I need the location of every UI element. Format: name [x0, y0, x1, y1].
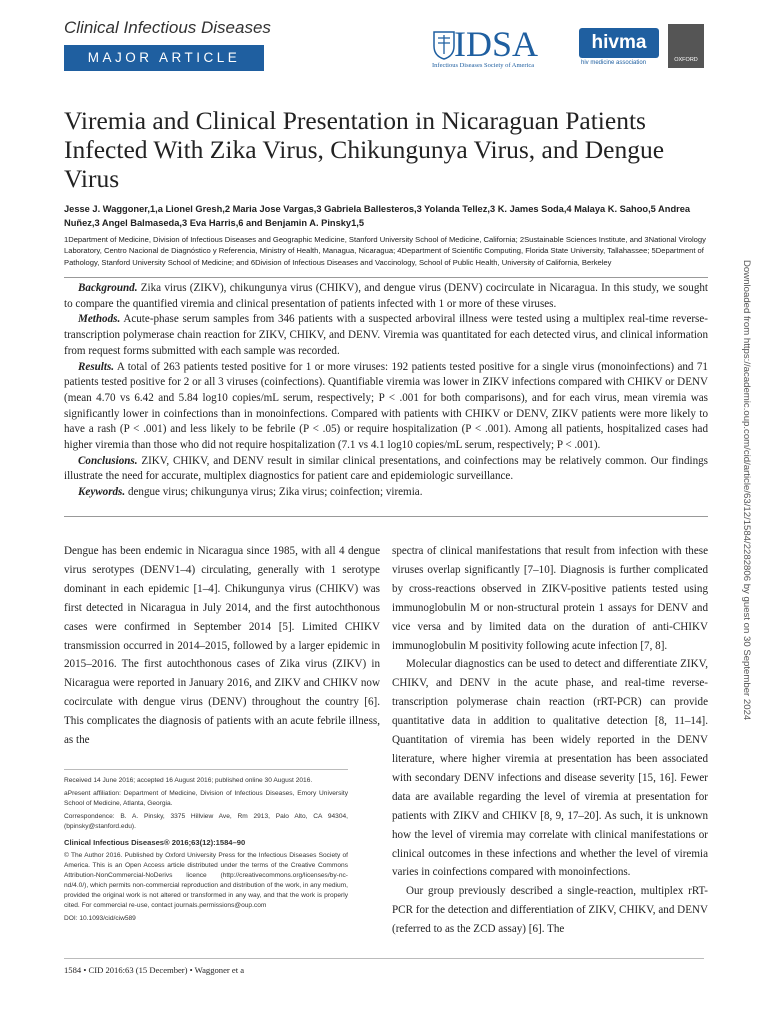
abstract-methods	[64, 312, 708, 359]
article-title: Viremia and Clinical Presentation in Nicaraguan Patients Infected With Zika Virus, Chikungunya Virus, and Dengue Virus	[64, 106, 665, 193]
journal-name: Clinical Infectious Diseases	[64, 18, 271, 37]
body-paragraph: Dengue has been endemic in Nicaragua since 1985, with all 4 dengue virus serotypes (DENV1–4) circulating, generally with 1 serotype dominant in each epidemic [1–4]. Chikungunya virus (CHIKV) was first detected in Nicaragua in July 2014, and the first autochthonous cases were confirmed in September 2014 [5]. Limited CHIKV transmission occurred in 2014–2015, followed by a larger epidemic in 2015–2016. The first autochthonous cases of Zika virus (ZIKV) in Nicaragua were reported in January 2016, and ZIKV and CHIKV now cocirculate with dengue virus (DENV) throughout the country [6]. This complicates the diagnosis of patients with an acute febrile illness, as the	[64, 545, 380, 747]
idsa-logo-subtitle: Infectious Diseases Society of America	[432, 62, 535, 69]
body-paragraph: Our group previously described a single-reaction, multiplex rRT-PCR for the detection and differentiation of ZIKV, CHIKV, and DENV (referred to as the ZCD assay) [6]. The	[392, 885, 708, 936]
conclusions-heading: Conclusions.	[78, 454, 138, 467]
license-note: © The Author 2016. Published by Oxford University Press for the Infectious Diseases Society of America. This is an Open Access article distributed under the terms of the Creative Commons Attribution-NonCommercial-NoDerivs licence (http://creativecommons.org/licenses/by-nc-nd/4.0/), which permits non-commercial reproduction and distribution of the work, in any medium, provided the original work is not altered or transformed in any way, and that the work is properly cited. For commercial re-use, contact journals.permissions@oup.com	[64, 852, 348, 909]
received-note: Received 14 June 2016; accepted 16 August 2016; published online 30 August 2016.	[64, 777, 313, 784]
methods-text: Acute-phase serum samples from 346 patients with a suspected arboviral illness were tested using a multiplex real-time reverse-transcription polymerase chain reaction for ZIKV, CHIKV, and DENV. Viremia was quantitated for each detected virus, and clinical information from request forms submitted with each sample was recorded.	[64, 313, 708, 357]
background-text: Zika virus (ZIKV), chikungunya virus (CHIKV), and dengue virus (DENV) cocirculate in Nicaragua. In this study, we sought to compare the quantified viremia and clinical presentation of patients infected with 1 or more of these viruses.	[64, 282, 708, 310]
body-paragraph: Molecular diagnostics can be used to detect and differentiate ZIKV, CHIKV, and DENV in the acute phase, and real-time reverse-transcription polymerase chain reaction (rRT-PCR) can provide quantitative data in addition to qualitative detection [8, 11–14]. Quantitation of viremia has been widely reported in the DENV literature, where higher viremia at presentation has been associated with secondary DENV infections and disease severity [15, 16]. Fewer data are available regarding the level of viremia at presentation for patients with ZIKV and CHIKV [8, 9, 17–20]. As such, it is unknown how the level of viremia may correlate with clinical manifestations or clinical outcomes in these infections and whether the level of viremia varies in coinfections compared with monoinfections.	[392, 658, 708, 879]
oxford-logo-text: OXFORD	[674, 57, 698, 63]
methods-heading: Methods.	[78, 313, 121, 326]
conclusions-text: ZIKV, CHIKV, and DENV result in similar clinical presentations, and coinfections may be relatively common. Our findings illustrate the need for accurate, multiplex diagnostics for patient care and epidemiologic surveillance.	[64, 454, 708, 483]
idsa-logo	[432, 26, 570, 72]
keywords-heading: Keywords.	[78, 486, 126, 499]
affiliations: 1Department of Medicine, Division of Infectious Diseases and Geographic Medicine, Stanford University School of Medicine, California; 2Sustainable Sciences Institute, and 3National Virology Laboratory, Centro Nacional de Diagnóstico y Referencia, Ministry of Health, Managua, Nicaragua; 4Department of Scientific Computing, Florida State University, Tallahassee; 5Department of Pathology, Stanford University School of Medicine; and 6Division of Infectious Diseases and Vaccinology, School of Public Health, University of California, Berkeley	[64, 235, 706, 267]
doi: DOI: 10.1093/cid/ciw589	[64, 915, 136, 922]
hivma-logo-subtitle: hiv medicine association	[581, 60, 647, 66]
body-left-column	[64, 542, 380, 750]
section-label: MAJOR ARTICLE	[64, 45, 264, 71]
shield-icon	[432, 30, 456, 60]
hivma-logo	[579, 28, 659, 70]
body-paragraph: spectra of clinical manifestations that result from infection with these viruses overlap significantly [7–10]. Diagnosis is further complicated by cross-reactions observed in ZIKV-positive patients tested using immunoglobulin M or non-structural protein 1 assays for DENV and vice versa and by limited data on the duration of anti-CHIKV immunoglobulin M positivity following acute infection [7, 8].	[392, 545, 708, 652]
background-heading: Background.	[78, 282, 138, 294]
correspondence-note: Correspondence: B. A. Pinsky, 3375 Hillview Ave, Rm 2913, Palo Alto, CA 94304, (bpinsky@stanford.edu).	[64, 813, 348, 830]
page-footer: 1584 • CID 2016:63 (15 December) • Waggoner et a	[64, 958, 704, 975]
abstract-results	[64, 360, 708, 454]
abstract-keywords	[64, 485, 708, 501]
abstract-background	[64, 281, 708, 312]
oxford-logo	[668, 24, 704, 68]
download-sidebar	[742, 260, 752, 780]
abstract	[64, 277, 708, 517]
article-notes	[64, 769, 348, 927]
affiliation-note: aPresent affiliation: Department of Medicine, Division of Infectious Diseases, Emory University School of Medicine, Atlanta, Georgia.	[64, 790, 348, 807]
keywords-text: dengue virus; chikungunya virus; Zika virus; coinfection; viremia.	[127, 486, 423, 499]
download-note: Downloaded from https://academic.oup.com/cid/article/63/12/1584/2282806 by guest on 30 September 2024	[741, 260, 752, 721]
results-text: A total of 263 patients tested positive for 1 or more viruses: 192 patients tested positive for a single virus (monoinfections) and 71 patients tested positive for 2 or all 3 viruses (coinfections). Quantifiable viremia was lower in ZIKV infections compared with CHIKV or DENV (mean 4.70 vs 6.42 and 5.84 log10 copies/mL serum, respectively; P < .001 for both comparisons), and for each virus, mean viremia was significantly lower in coinfections than in monoinfections. Compared with patients with CHIKV or DENV, ZIKV patients were more likely to have a rash (P < .001) and less likely to be febrile (P < .05) or require hospitalization (P < .001). Among all patients, hospitalized cases had higher viremia than those who did not require hospitalization (7.1 vs 4.1 log10 copies/mL serum, respectively; P < .001).	[64, 360, 708, 452]
idsa-logo-text: IDSA	[454, 24, 539, 64]
results-heading: Results.	[78, 360, 115, 373]
author-list: Jesse J. Waggoner,1,a Lionel Gresh,2 Maria Jose Vargas,3 Gabriela Ballesteros,3 Yolanda Tellez,3 K. James Soda,4 Malaya K. Sahoo,5 Andrea Nuñez,3 Angel Balmaseda,3 Eva Harris,6 and Benjamin A. Pinsky1,5	[64, 204, 691, 228]
body-right-column	[392, 542, 708, 939]
hivma-logo-text: hivma	[579, 28, 659, 58]
abstract-conclusions	[64, 454, 708, 485]
citation-line: Clinical Infectious Diseases® 2016;63(12):1584–90	[64, 838, 246, 847]
